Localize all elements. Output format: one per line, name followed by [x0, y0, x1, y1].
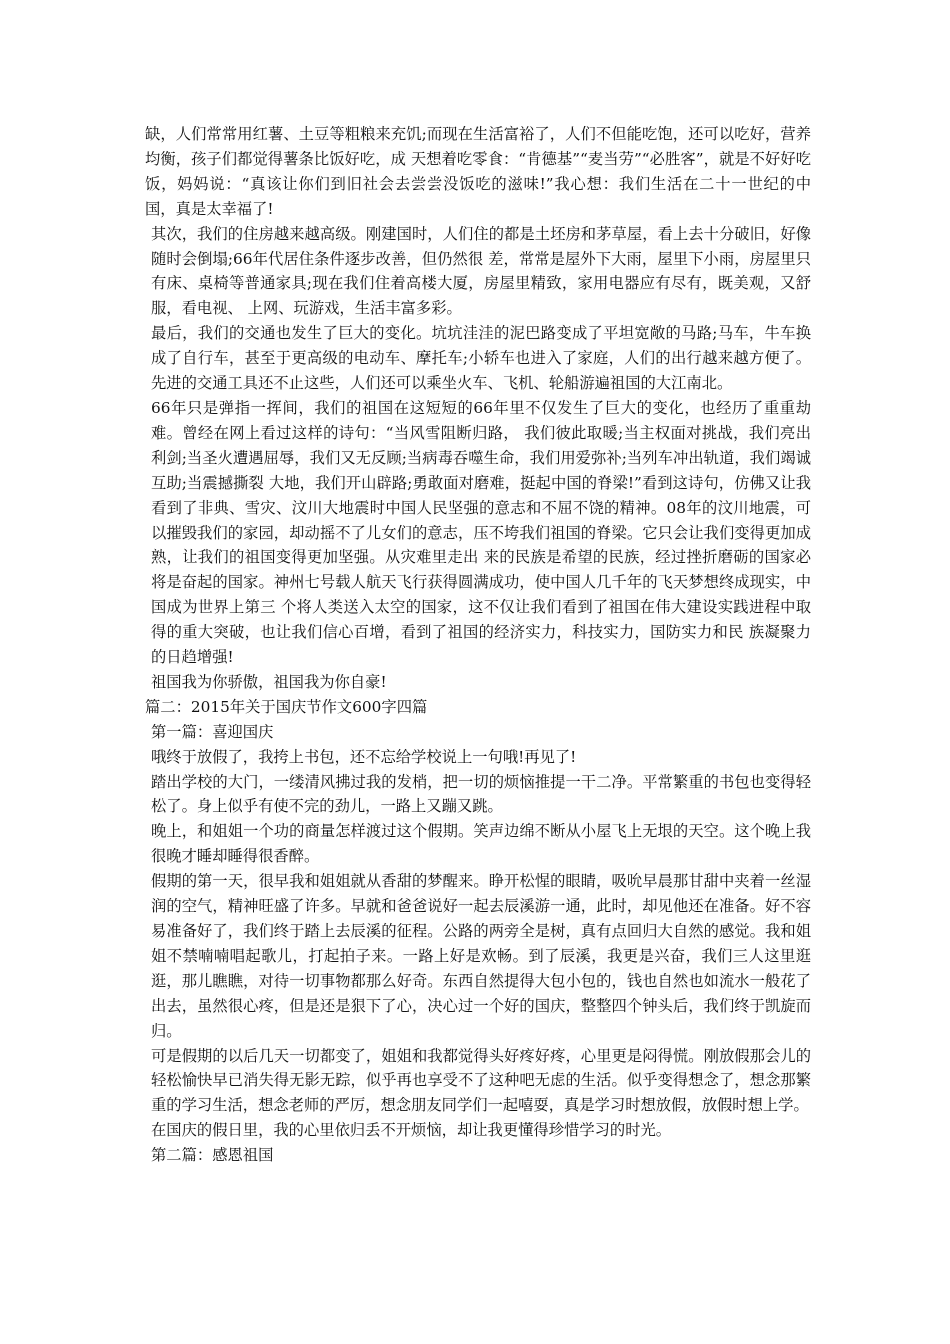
paragraph-pride: 祖国我为你骄傲，祖国我为你自豪!	[151, 672, 387, 691]
paragraph-food: 缺，人们常常用红薯、土豆等粗粮来充饥;而现在生活富裕了，人们不但能吃饱，还可以吃好，营养均衡，孩子们都觉得薯条比饭好吃，成 天想着吃零食：“肯德基”“麦当劳”“必胜客”，就是不好好吃饭，妈妈说：“真该让你们到旧社会去尝尝没饭吃的滋味!”我心想：我们生活在二十一世纪的中 国，真是太幸福了!	[145, 125, 811, 218]
paragraph-leaving-school: 踏出学校的大门，一缕清风拂过我的发梢，把一切的烦恼推提一干二净。平常繁重的书包也变得轻松了。身上似乎有使不完的劲儿，一路上又蹦又跳。	[151, 772, 811, 816]
subheading-second-essay: 第二篇：感恩祖国	[151, 1146, 274, 1165]
subheading-first-essay: 第一篇：喜迎国庆	[151, 722, 274, 741]
paragraph-conclusion: 在国庆的假日里，我的心里依归丢不开烦恼，却让我更懂得珍惜学习的时光。	[151, 1121, 672, 1140]
paragraph-housing: 其次，我们的住房越来越高级。刚建国时，人们住的都是土坯房和茅草屋，看上去十分破旧，好像随时会倒塌;66年代居住条件逐步改善，但仍然很 差，常常是屋外下大雨，屋里下小雨，房屋里只有床、桌椅等普通家具;现在我们住着高楼大厦，房屋里精致，家用电器应有尽有，既美观，又舒服，看电视、 上网、玩游戏，生活丰富多彩。	[151, 224, 811, 318]
paragraph-later-days: 可是假期的以后几天一切都变了，姐姐和我都觉得头好疼好疼，心里更是闷得慌。刚放假那会儿的轻松愉快早已消失得无影无踪，似乎再也享受不了这种吧无虑的生活。似乎变得想念了，想念那繁重的学习生活，想念老师的严厉，想念朋友同学们一起嘻耍，真是学习时想放假，放假时想上学。	[151, 1046, 811, 1115]
paragraph-holiday-start: 哦终于放假了，我挎上书包，还不忘给学校说上一句哦!再见了!	[151, 747, 577, 766]
paragraph-first-day: 假期的第一天，很早我和姐姐就从香甜的梦醒来。睁开松惺的眼睛，吸吮早晨那甘甜中夹着一丝湿润的空气，精神旺盛了许多。早就和爸爸说好一起去辰溪游一通，此时，却见他还在准备。好不容易准备好了，我们终于踏上去辰溪的征程。公路的两旁全是树，真有点回归大自然的感觉。我和姐姐不禁喃喃唱起歌儿，打起拍子来。一路上好是欢畅。到了辰溪，我更是兴奋，我们三人这里逛逛，那儿瞧瞧，对待一切事物都那么好奇。东西自然提得大包小包的，钱也自然也如流水一般花了出去，虽然很心疼，但是还是狠下了心，决心过一个好的国庆，整整四个钟头后，我们终于凯旋而归。	[151, 872, 811, 1040]
paragraph-hardships: 66年只是弹指一挥间，我们的祖国在这短短的66年里不仅发生了巨大的变化，也经历了重重劫难。曾经在网上看过这样的诗句：“当风雪阻断归路， 我们彼此取暖;当主权面对挑战，我们亮出利剑;当圣火遭遇屈辱，我们又无反顾;当病毒吞噬生命，我们用爱弥补;当列车冲出轨道，我们竭诚互助;当震撼撕裂 大地，我们开山辟路;勇敢面对磨难，挺起中国的脊梁!”看到这诗句，仿佛又让我看到了非典、雪灾、汶川大地震时中国人民坚强的意志和不屈不饶的精神。08年的汶川地震，可以摧毁我们的家园，却动摇不了儿女们的意志，压不垮我们祖国的脊梁。它只会让我们变得更加成熟，让我们的祖国变得更加坚强。从灾难里走出 来的民族是希望的民族，经过挫折磨砺的国家必将是奋起的国家。神州七号载人航天飞行获得圆满成功，使中国人几千年的飞天梦想终成现实，中国成为世界上第三 个将人类送入太空的国家，这不仅让我们看到了祖国在伟大建设实践进程中取得的重大突破，也让我们信心百增，看到了祖国的经济实力，科技实力，国防实力和民 族凝聚力的日趋增强!	[151, 398, 811, 667]
section-heading-part-two: 篇二：2015年关于国庆节作文600字四篇	[145, 697, 428, 716]
document-body	[145, 122, 811, 1168]
paragraph-evening: 晚上，和姐姐一个功的商量怎样渡过这个假期。笑声边绵不断从小屋飞上无垠的天空。这个晚上我很晚才睡却睡得很香醉。	[151, 822, 811, 866]
paragraph-transport: 最后，我们的交通也发生了巨大的变化。坑坑洼洼的泥巴路变成了平坦宽敞的马路;马车，牛车换成了自行车，甚至于更高级的电动车、摩托车;小轿车也进入了家庭，人们的出行越来越方便了。先进的交通工具还不止这些，人们还可以乘坐火车、飞机、轮船游遍祖国的大江南北。	[151, 324, 811, 393]
